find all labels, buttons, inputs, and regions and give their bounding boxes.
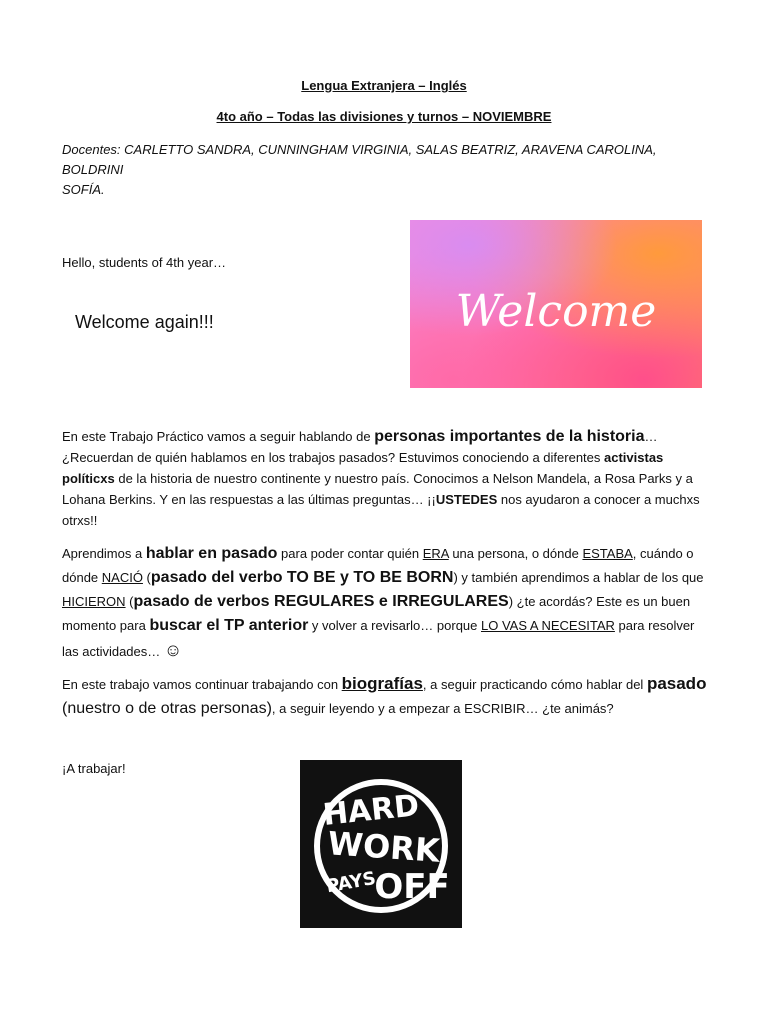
paragraph-intro [62, 426, 712, 531]
document-course: 4to año – Todas las divisiones y turnos – NOVIEMBRE [216, 109, 552, 124]
paragraph-past-tense [62, 542, 712, 664]
text-run: (nuestro o de otras personas) [62, 700, 272, 717]
text-run: para poder contar quién [277, 546, 423, 561]
text-run: nos ayudaron a conocer a muchxs otrxs!! [62, 492, 700, 528]
text-run: En este trabajo vamos continuar trabajando con [62, 677, 342, 692]
text-run: , a seguir practicando cómo hablar del [422, 677, 647, 692]
welcome-image [410, 220, 702, 388]
off-word: OFF [374, 867, 450, 907]
pays-word: PAYS [324, 867, 378, 898]
teachers-line-2: SOFÍA. [62, 182, 105, 197]
underlined-lo-vas-a-necesitar: LO VAS A NECESITAR [481, 618, 615, 633]
highlight-biografias: biografías [341, 674, 423, 693]
teachers-list [62, 140, 712, 200]
a-trabajar: ¡A trabajar! [62, 761, 126, 776]
hard-word: HARD [321, 788, 421, 833]
welcome-image-text: Welcome [455, 286, 657, 337]
text-run: una persona, o dónde [448, 546, 583, 561]
text-run: ¿Recuerdan de quién hablamos en los trabajos pasados? Estuvimos conociendo a diferentes [62, 450, 605, 465]
underlined-hicieron: HICIERON [62, 594, 126, 609]
paragraph-biografias [62, 672, 712, 721]
text-run: ) y también aprendimos a hablar de los que [453, 570, 704, 585]
highlight-hablar-en-pasado: hablar en pasado [145, 545, 278, 562]
text-run: En este Trabajo Práctico vamos a seguir hablando de [62, 429, 375, 444]
hard-work-pays-off-image [300, 760, 462, 928]
underlined-era: ERA [422, 546, 449, 561]
highlight-personas: personas importantes de la historia [374, 428, 645, 445]
teachers-line-1: Docentes: CARLETTO SANDRA, CUNNINGHAM VIRGINIA, SALAS BEATRIZ, ARAVENA CAROLINA, BOLDRINI [62, 142, 657, 177]
text-run: y volver a revisarlo… porque [308, 618, 481, 633]
highlight-pasado: pasado [646, 674, 707, 693]
welcome-lettering [410, 220, 702, 388]
highlight-to-be: pasado del verbo TO BE y TO BE BORN [150, 569, 454, 586]
highlight-verbos: pasado de verbos REGULARES e IRREGULARES [133, 593, 509, 610]
underlined-estaba: ESTABA [582, 546, 633, 561]
highlight-activistas: activistas políticxs [62, 450, 664, 486]
text-run: , a seguir leyendo y a empezar a ESCRIBIR… ¿te animás? [271, 701, 614, 716]
smiley-icon: ☺ [163, 640, 183, 660]
text-run: … [644, 429, 658, 444]
document-subject: Lengua Extranjera – Inglés [301, 78, 467, 93]
highlight-tp-anterior: buscar el TP anterior [149, 617, 309, 634]
underlined-nacio: NACIÓ [101, 570, 143, 585]
welcome-again-heading: Welcome again!!! [75, 312, 214, 332]
text-run: ) ¿te acordás? Este es un buen momento para [62, 594, 691, 633]
hard-work-lettering [300, 760, 462, 928]
text-run: , cuándo o dónde [62, 546, 694, 585]
text-run: Aprendimos a [62, 546, 146, 561]
greeting: Hello, students of 4th year… [62, 255, 227, 270]
highlight-ustedes: USTEDES [435, 492, 498, 507]
text-run: ( [125, 594, 134, 609]
text-run: ( [142, 570, 151, 585]
work-word: WORK [326, 824, 441, 870]
text-run: para resolver las actividades… [62, 618, 695, 659]
text-run: de la historia de nuestro continente y nuestro país. Conocimos a Nelson Mandela, a Rosa Parks y a Lohana Berkins. Y en las respuestas a las últimas preguntas… ¡¡ [62, 471, 693, 507]
